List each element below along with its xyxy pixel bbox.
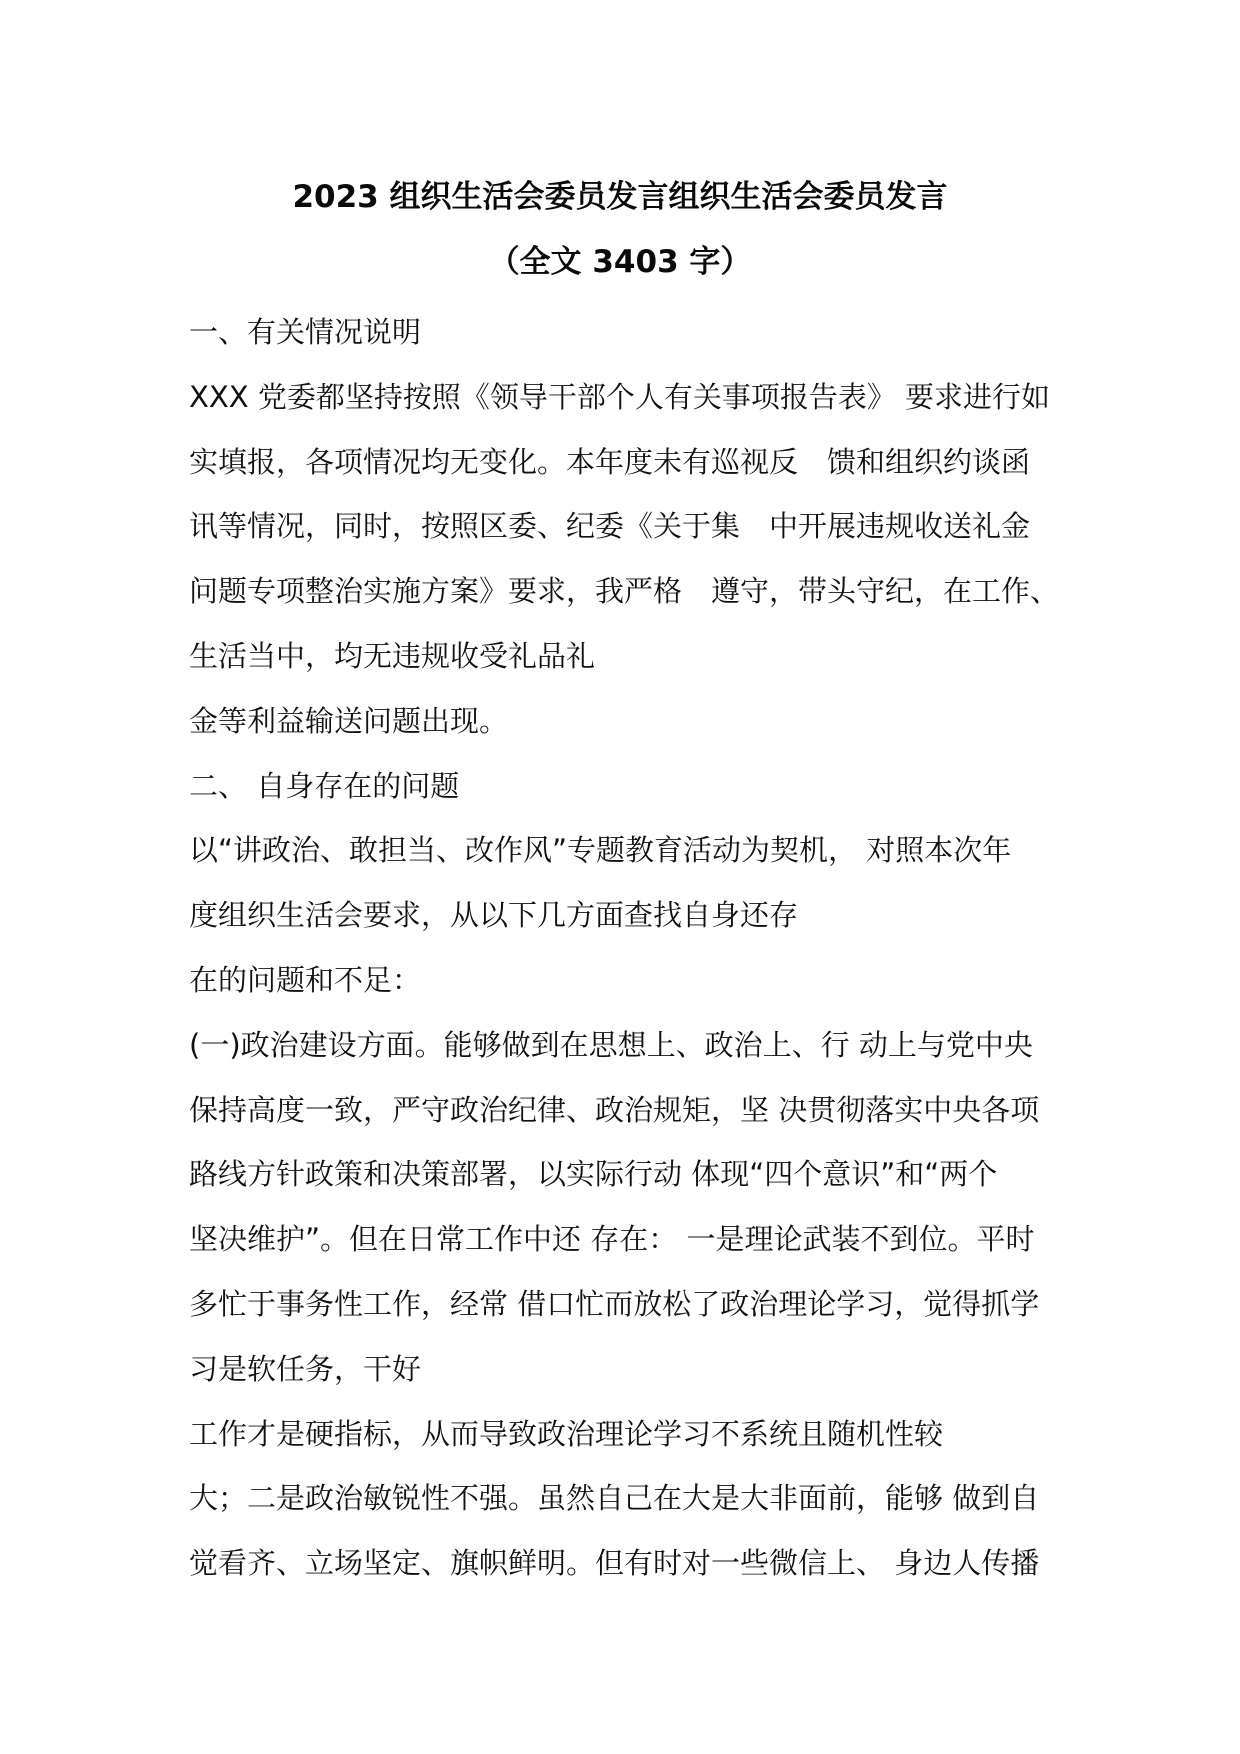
body-line: 觉看齐、立场坚定、旗帜鲜明。但有时对一些微信上、 身边人传播 (189, 1546, 1040, 1581)
body-line: 习是软任务，干好 (189, 1351, 422, 1386)
section-heading-1: 一、有关情况说明 (189, 315, 422, 349)
body-line: 度组织生活会要求，从以下几方面查找自身还存 (189, 898, 799, 933)
section-heading-2: 二、 自身存在的问题 (189, 768, 460, 803)
document-title: 2023 组织生活会委员发言组织生活会委员发言 (292, 179, 948, 215)
body-line: 保持高度一致，严守政治纪律、政治规矩，坚 决贯彻落实中央各项 (189, 1092, 1040, 1127)
body-line: 大；二是政治敏锐性不强。虽然自己在大是大非面前，能够 做到自 (189, 1481, 1040, 1516)
body-line: 坚决维护”。但在日常工作中还 存在： 一是理论武装不到位。平时 (189, 1222, 1035, 1257)
body-line: 金等利益输送问题出现。 (189, 703, 509, 738)
body-line: 以“讲政治、敢担当、改作风”专题教育活动为契机， 对照本次年 (189, 833, 1012, 868)
document-body (189, 300, 1199, 1596)
subsection-line: (一)政治建设方面。能够做到在思想上、政治上、行 动上与党中央 (189, 1027, 1033, 1062)
body-line: 在的问题和不足： (189, 962, 422, 997)
body-line: 讯等情况，同时，按照区委、纪委《关于集 中开展违规收送礼金 (189, 509, 1031, 544)
body-line: 路线方针政策和决策部署，以实际行动 体现“四个意识”和“两个 (189, 1157, 998, 1192)
body-line: 生活当中，均无违规收受礼品礼 (189, 638, 596, 673)
body-line: 工作才是硬指标，从而导致政治理论学习不系统且随机性较 (189, 1416, 944, 1451)
body-line: XXX 党委都坚持按照《领导干部个人有关事项报告表》 要求进行如 (189, 379, 1051, 414)
document-subtitle: （全文 3403 字） (488, 244, 752, 280)
body-line: 多忙于事务性工作，经常 借口忙而放松了政治理论学习，觉得抓学 (189, 1286, 1040, 1321)
body-line: 实填报，各项情况均无变化。本年度未有巡视反 馈和组织约谈函 (189, 444, 1031, 479)
body-line: 问题专项整治实施方案》要求，我严格 遵守，带头守纪，在工作、 (189, 574, 1060, 609)
